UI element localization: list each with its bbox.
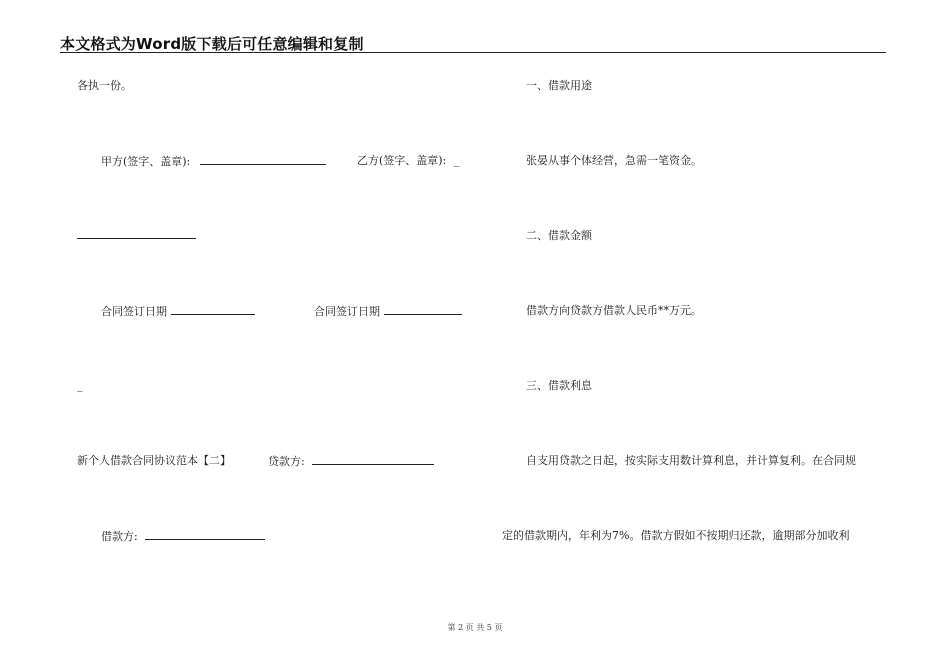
header-divider — [60, 52, 886, 53]
underscore-mark: _ — [77, 379, 83, 392]
lender-line — [268, 454, 434, 469]
contract-date-b-blank — [384, 304, 462, 315]
lender-blank — [312, 454, 434, 465]
contract-date-b-label: 合同签订日期 — [314, 305, 380, 318]
party-b-signature-line — [77, 238, 196, 239]
party-b-blank-mark: _ — [453, 154, 460, 167]
party-a-signature-label — [101, 154, 326, 169]
section-2-heading: 二、借款金额 — [526, 229, 592, 242]
section-3-text-line-2: 定的借款期内，年利为7%。借款方假如不按期归还款，逾期部分加收利 — [502, 529, 850, 542]
contract-date-b — [314, 304, 462, 319]
party-b-signature-label — [357, 154, 459, 168]
section-1-text: 张晏从事个体经营，急需一笔资金。 — [526, 154, 702, 167]
section-1-heading: 一、借款用途 — [526, 79, 592, 92]
borrower-line — [101, 529, 265, 544]
new-contract-title-text: 新个人借款合同协议范本【二】 — [77, 454, 231, 467]
party-a-label: 甲方(签字、盖章): — [101, 155, 191, 168]
lender-label: 贷款方: — [268, 455, 305, 468]
section-2-text: 借款方向贷款方借款人民币**万元。 — [526, 304, 702, 317]
contract-date-a-label: 合同签订日期 — [101, 305, 167, 318]
text-each-holds-one: 各执一份。 — [77, 79, 132, 92]
party-b-label: 乙方(签字、盖章): — [357, 154, 447, 167]
section-3-heading: 三、借款利息 — [526, 379, 592, 392]
party-a-signature-blank — [200, 154, 326, 165]
page-footer: 第 2 页 共 5 页 — [447, 623, 503, 632]
document-header-title: 本文格式为Word版下载后可任意编辑和复制 — [60, 35, 364, 53]
borrower-blank — [145, 529, 265, 540]
borrower-label: 借款方: — [101, 530, 138, 543]
contract-date-a-blank — [171, 304, 255, 315]
contract-date-a — [101, 304, 255, 319]
new-contract-title — [77, 454, 231, 468]
section-3-text-line-1: 自支用贷款之日起，按实际支用数计算利息，并计算复利。在合同规 — [526, 454, 856, 467]
